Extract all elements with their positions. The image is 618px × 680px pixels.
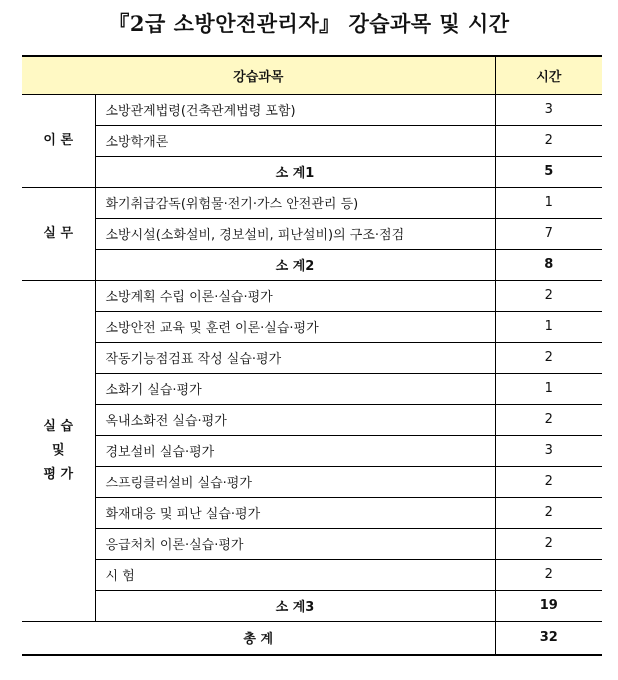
category-cell — [22, 94, 95, 187]
subject-cell: 소방관계법령(건축관계법령 포함) — [95, 94, 495, 125]
subject-cell: 소방계획 수립 이론·실습·평가 — [95, 280, 495, 311]
hours-cell: 2 — [495, 342, 602, 373]
hours-cell: 3 — [495, 435, 602, 466]
category-label: 실 무 — [43, 225, 74, 241]
hours-cell: 1 — [495, 187, 602, 218]
hours-cell: 2 — [495, 559, 602, 590]
table-row — [22, 528, 602, 559]
subtotal-row — [22, 249, 602, 280]
table-header-row — [22, 56, 602, 94]
subject-cell: 스프링클러설비 실습·평가 — [95, 466, 495, 497]
subtotal-value: 19 — [495, 590, 602, 621]
category-label: 평 가 — [43, 466, 74, 482]
subject-cell: 옥내소화전 실습·평가 — [95, 404, 495, 435]
total-row — [22, 621, 602, 655]
subject-cell: 화기취급감독(위험물·전기·가스 안전관리 등) — [95, 187, 495, 218]
category-label: 및 — [51, 442, 65, 458]
subtotal-value: 5 — [495, 156, 602, 187]
hours-cell: 2 — [495, 466, 602, 497]
category-label: 이 론 — [43, 132, 74, 148]
hours-cell: 7 — [495, 218, 602, 249]
header-hours: 시간 — [495, 56, 602, 94]
subject-cell: 소방안전 교육 및 훈련 이론·실습·평가 — [95, 311, 495, 342]
table-row — [22, 187, 602, 218]
page-title: 『2급 소방안전관리자』 강습과목 및 시간 — [108, 11, 510, 36]
header-subject: 강습과목 — [22, 56, 495, 94]
table-row — [22, 311, 602, 342]
subject-cell: 소방학개론 — [95, 125, 495, 156]
category-cell — [22, 280, 95, 621]
subject-cell: 소방시설(소화설비, 경보설비, 피난설비)의 구조·점검 — [95, 218, 495, 249]
course-table — [22, 55, 602, 656]
subject-cell: 시 험 — [95, 559, 495, 590]
hours-cell: 2 — [495, 280, 602, 311]
table-row — [22, 342, 602, 373]
table-row — [22, 125, 602, 156]
hours-cell: 2 — [495, 528, 602, 559]
total-label: 총 계 — [22, 621, 495, 655]
subject-cell: 응급처치 이론·실습·평가 — [95, 528, 495, 559]
subject-cell: 소화기 실습·평가 — [95, 373, 495, 404]
subtotal-label: 소 계1 — [95, 156, 495, 187]
total-value: 32 — [495, 621, 602, 655]
table-row — [22, 218, 602, 249]
subtotal-label: 소 계2 — [95, 249, 495, 280]
subtotal-row — [22, 590, 602, 621]
subject-cell: 화재대응 및 피난 실습·평가 — [95, 497, 495, 528]
hours-cell: 2 — [495, 125, 602, 156]
table-row — [22, 559, 602, 590]
subtotal-value: 8 — [495, 249, 602, 280]
subject-cell: 경보설비 실습·평가 — [95, 435, 495, 466]
category-label: 실 습 — [43, 418, 74, 434]
table-row — [22, 466, 602, 497]
hours-cell: 2 — [495, 497, 602, 528]
hours-cell: 3 — [495, 94, 602, 125]
table-row — [22, 373, 602, 404]
hours-cell: 1 — [495, 373, 602, 404]
hours-cell: 2 — [495, 404, 602, 435]
subject-cell: 작동기능점검표 작성 실습·평가 — [95, 342, 495, 373]
category-cell — [22, 187, 95, 280]
table-row — [22, 404, 602, 435]
table-row — [22, 497, 602, 528]
hours-cell: 1 — [495, 311, 602, 342]
table-row — [22, 280, 602, 311]
table-row — [22, 435, 602, 466]
subtotal-label: 소 계3 — [95, 590, 495, 621]
table-body — [22, 94, 602, 655]
subtotal-row — [22, 156, 602, 187]
table-row — [22, 94, 602, 125]
